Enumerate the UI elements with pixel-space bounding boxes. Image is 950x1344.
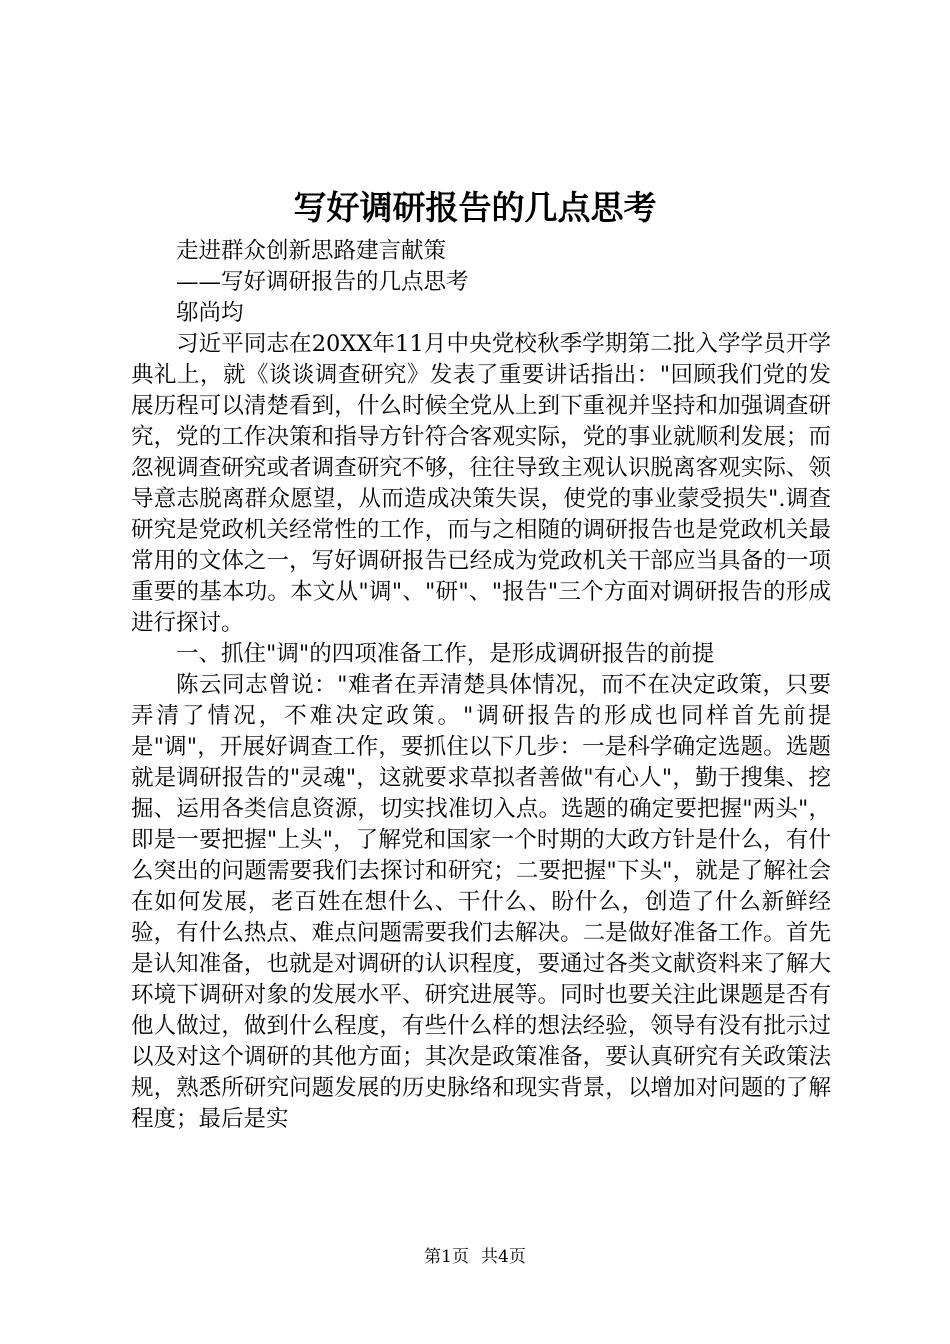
document-body bbox=[131, 236, 831, 1135]
paragraph-section-1: 陈云同志曾说："难者在弄清楚具体情况，而不在决定政策，只要弄清了情况，不难决定政策。"调研报告的形成也同样首先前提是"调"，开展好调查工作，要抓住以下几步：一是科学确定选题。选题就是调研报告的"灵魂"，这就要求草拟者善做"有心人"，勤于搜集、挖掘、运用各类信息资源，切实找准切入点。选题的确定要把握"两头"，即是一要把握"上头"，了解党和国家一个时期的大政方针是什么，有什么突出的问题需要我们去探讨和研究；二要把握"下头"，就是了解社会在如何发展，老百姓在想什么、干什么、盼什么，创造了什么新鲜经验，有什么热点、难点问题需要我们去解决。二是做好准备工作。首先是认知准备，也就是对调研的认识程度，要通过各类文献资料来了解大环境下调研对象的发展水平、研究进展等。同时也要关注此课题是否有他人做过，做到什么程度，有些什么样的想法经验，领导有没有批示过以及对这个调研的其他方面；其次是政策准备，要认真研究有关政策法规，熟悉所研究问题发展的历史脉络和现实背景，以增加对问题的了解程度；最后是实 bbox=[131, 672, 831, 1132]
subtitle: 走进群众创新思路建言献策 bbox=[176, 238, 447, 264]
page-number: 第1页 bbox=[424, 1247, 469, 1267]
document-title: 写好调研报告的几点思考 bbox=[293, 188, 657, 227]
subtitle-secondary: ——写好调研报告的几点思考 bbox=[176, 269, 469, 295]
paragraph-intro: 习近平同志在20XX年11月中央党校秋季学期第二批入学学员开学典礼上，就《谈谈调查研究》发表了重要讲话指出："回顾我们党的发展历程可以清楚看到，什么时候全党从上到下重视并坚持和加强调查研究，党的工作决策和指导方针符合客观实际，党的事业就顺利发展；而忽视调查研究或者调查研究不够，往往导致主观认识脱离客观实际、领导意志脱离群众愿望，从而造成决策失误，使党的事业蒙受损失".调查研究是党政机关经常性的工作，而与之相随的调研报告也是党政机关最常用的文体之一，写好调研报告已经成为党政机关干部应当具备的一项重要的基本功。本文从"调"、"研"、"报告"三个方面对调研报告的形成进行探讨。 bbox=[131, 331, 831, 636]
section-heading-1: 一、抓住"调"的四项准备工作，是形成调研报告的前提 bbox=[176, 641, 715, 667]
page-total: 共4页 bbox=[481, 1247, 526, 1267]
author: 邬尚均 bbox=[176, 300, 244, 326]
page-footer bbox=[0, 1245, 950, 1269]
